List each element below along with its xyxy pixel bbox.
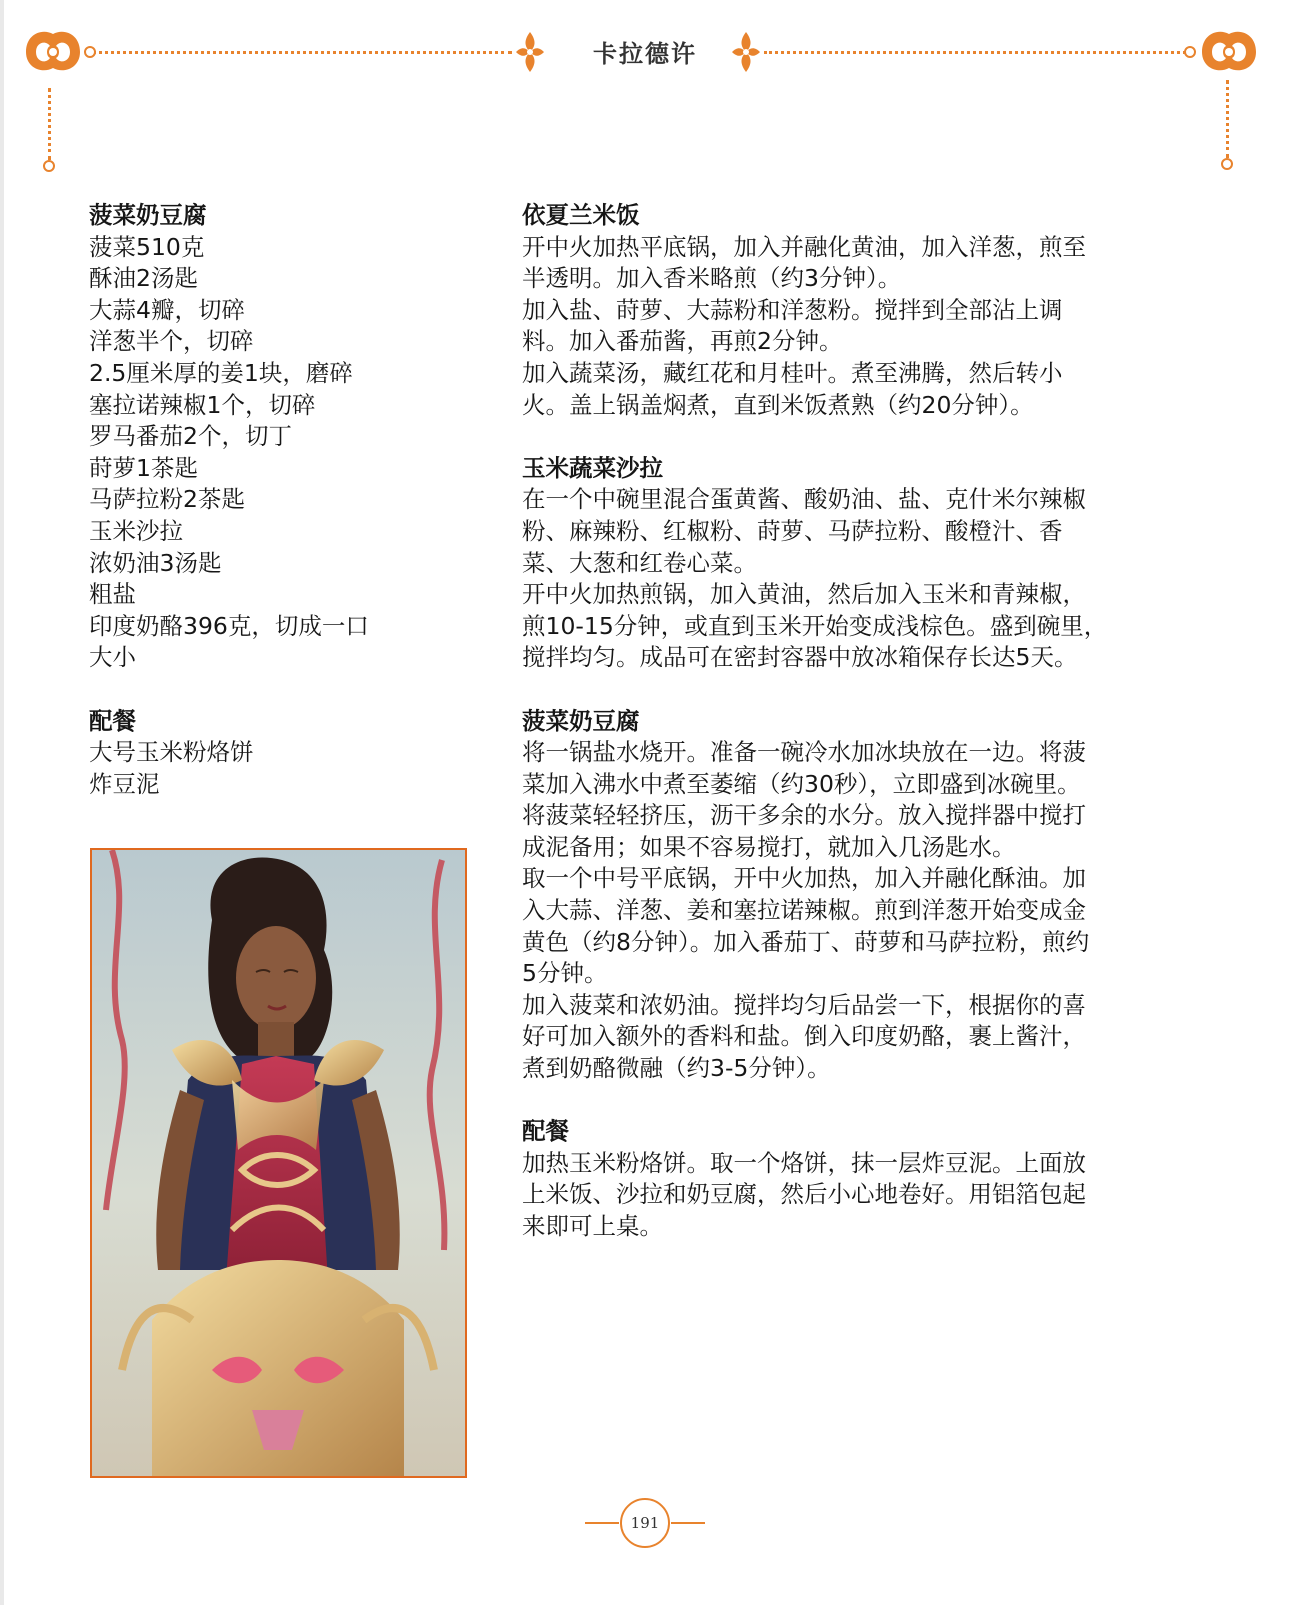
ingredient-line: 大小: [89, 643, 136, 672]
method-line: 好可加入额外的香料和盐。倒入印度奶酪，裹上酱汁，: [522, 1022, 1086, 1051]
right-flourish-icon: [728, 30, 764, 74]
method-line: 菜加入沸水中煮至萎缩（约30秒），立即盛到冰碗里。: [522, 769, 1081, 798]
ingredient-line: 浓奶油3汤匙: [89, 548, 222, 577]
method-line: 在一个中碗里混合蛋黄酱、酸奶油、盐、克什米尔辣椒: [522, 485, 1086, 514]
page-number-ornament: [585, 1496, 705, 1556]
method-line: 煎10-15分钟，或直到玉米开始变成浅棕色。盛到碗里，: [522, 611, 1108, 640]
section-title: 菠菜奶豆腐: [522, 706, 640, 735]
illustration-artwork: [92, 850, 465, 1476]
method-line: 加入菠菜和浓奶油。搅拌均匀后品尝一下，根据你的喜: [522, 990, 1086, 1019]
method-line: 成泥备用；如果不容易搅打，就加入几汤匙水。: [522, 832, 1016, 861]
page-edge: [0, 0, 4, 1605]
section-title: 菠菜奶豆腐: [89, 201, 207, 229]
method-line: 开中火加热煎锅，加入黄油，然后加入玉米和青辣椒，: [522, 580, 1086, 609]
method-line: 来即可上桌。: [522, 1212, 663, 1240]
character-illustration: [90, 848, 467, 1478]
ingredient-line: 酥油2汤匙: [89, 264, 198, 293]
section-title: 玉米蔬菜沙拉: [522, 453, 663, 482]
header-title: 卡拉德许: [593, 40, 697, 68]
method-section-2: [522, 706, 1202, 1085]
method-line: 料。加入番茄酱，再煎2分钟。: [522, 327, 843, 356]
method-line: 粉、麻辣粉、红椒粉、莳萝、马萨拉粉、酸橙汁、香: [522, 516, 1063, 545]
method-line: 加热玉米粉烙饼。取一个烙饼，抹一层炸豆泥。上面放: [522, 1148, 1086, 1177]
section-title: 依夏兰米饭: [522, 201, 640, 229]
method-line: 火。盖上锅盖焖煮，直到米饭煮熟（约20分钟）。: [522, 390, 1034, 419]
ingredient-line: 炸豆泥: [89, 769, 160, 798]
ingredient-line: 塞拉诺辣椒1个，切碎: [89, 390, 316, 419]
ingredient-line: 玉米沙拉: [89, 516, 183, 545]
left-drop-knob: [43, 160, 55, 172]
section-title: 配餐: [89, 706, 136, 735]
section-title: 配餐: [522, 1117, 569, 1146]
page-rule-right: [671, 1522, 705, 1524]
ingredients-section-1: [89, 706, 419, 801]
ingredient-line: 洋葱半个，切碎: [89, 327, 254, 356]
method-line: 将一锅盐水烧开。准备一碗冷水加冰块放在一边。将菠: [522, 738, 1086, 767]
ingredient-line: 印度奶酪396克，切成一口: [89, 611, 369, 640]
method-line: 将菠菜轻轻挤压，沥干多余的水分。放入搅拌器中搅打: [522, 801, 1086, 830]
right-dotted-drop: [1226, 80, 1229, 158]
header-dotted-rule-left: [92, 51, 512, 54]
left-corner-medallion-icon: [20, 24, 86, 80]
ingredient-line: 罗马番茄2个，切丁: [89, 422, 292, 451]
method-line: 搅拌均匀。成品可在密封容器中放冰箱保存长达5天。: [522, 643, 1078, 672]
left-dotted-drop: [48, 88, 51, 160]
method-line: 上米饭、沙拉和奶豆腐，然后小心地卷好。用铝箔包起: [522, 1180, 1086, 1209]
method-section-1: [522, 453, 1202, 674]
ingredient-line: 大蒜4瓣，切碎: [89, 295, 245, 324]
method-line: 加入盐、莳萝、大蒜粉和洋葱粉。搅拌到全部沾上调: [522, 295, 1063, 324]
left-flourish-icon: [512, 30, 548, 74]
method-line: 入大蒜、洋葱、姜和塞拉诺辣椒。煎到洋葱开始变成金: [522, 896, 1086, 925]
method-section-0: [522, 200, 1202, 421]
method-section-3: [522, 1116, 1202, 1242]
ingredient-line: 马萨拉粉2茶匙: [89, 485, 245, 514]
right-corner-medallion-icon: [1196, 24, 1262, 80]
right-drop-knob: [1221, 158, 1233, 170]
ingredient-line: 大号玉米粉烙饼: [89, 738, 254, 767]
method-line: 取一个中号平底锅，开中火加热，加入并融化酥油。加: [522, 864, 1086, 893]
method-line: 加入蔬菜汤，藏红花和月桂叶。煮至沸腾，然后转小: [522, 358, 1063, 387]
header-rule-knob: [84, 46, 96, 58]
page-number: 191: [620, 1498, 670, 1548]
ingredient-line: 菠菜510克: [89, 232, 205, 261]
method-column: [522, 200, 1202, 1274]
method-line: 开中火加热平底锅，加入并融化黄油，加入洋葱，煎至: [522, 232, 1086, 261]
ingredient-line: 2.5厘米厚的姜1块，磨碎: [89, 358, 353, 387]
header-dotted-rule-right: [764, 51, 1186, 54]
header-rule-knob-right: [1184, 46, 1196, 58]
ingredient-line: 粗盐: [89, 580, 136, 609]
method-line: 黄色（约8分钟）。加入番茄丁、莳萝和马萨拉粉，煎约: [522, 927, 1090, 956]
method-line: 菜、大葱和红卷心菜。: [522, 548, 757, 577]
method-line: 5分钟。: [522, 959, 608, 988]
ingredients-column: [89, 200, 419, 832]
method-line: 半透明。加入香米略煎（约3分钟）。: [522, 264, 902, 293]
page-rule-left: [585, 1522, 619, 1524]
ingredient-line: 莳萝1茶匙: [89, 453, 198, 482]
method-line: 煮到奶酪微融（约3-5分钟）。: [522, 1054, 831, 1083]
ingredients-section-0: [89, 200, 419, 674]
